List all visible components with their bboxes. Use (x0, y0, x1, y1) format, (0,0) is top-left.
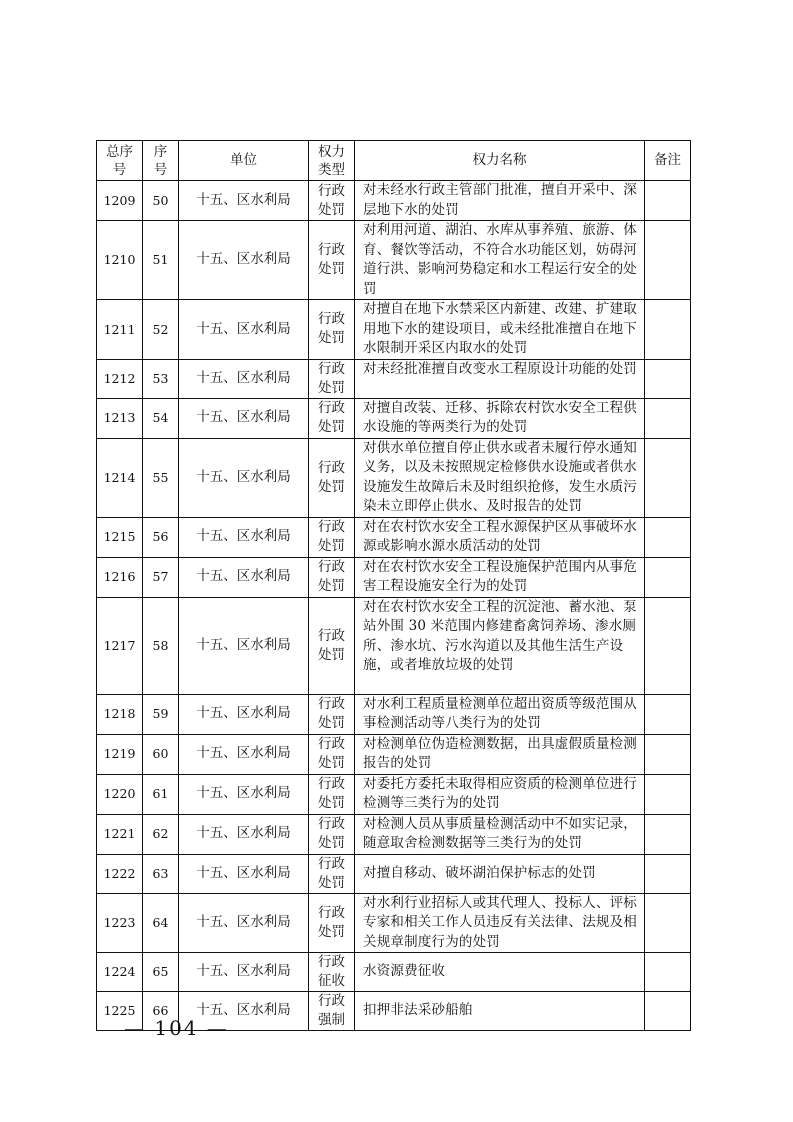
header-mingcheng-label: 权力名称 (472, 151, 527, 168)
row-power-type (309, 814, 355, 854)
header-beizhu-label: 备注 (654, 151, 681, 168)
row-power-type-line1: 行政 (318, 360, 345, 377)
header-xuhao (143, 141, 179, 181)
row-unit: 十五、区水利局 (179, 814, 309, 854)
row-power-name: 对利用河道、湖泊、水库从事养殖、旅游、体育、餐饮等活动，不符合水功能区划，妨碍河道行洪、影响河势稳定和水工程运行安全的处罚 (355, 221, 645, 300)
row-power-type-line2: 处罚 (318, 578, 345, 594)
table-row (97, 694, 691, 734)
table-row (97, 517, 691, 557)
row-note (645, 300, 691, 360)
row-power-type-line2: 处罚 (318, 874, 345, 891)
row-total-index: 1211 (97, 300, 143, 360)
header-leixing (309, 141, 355, 181)
row-power-type-line1: 行政 (318, 519, 345, 535)
row-power-type-line2: 处罚 (318, 261, 345, 277)
row-note (645, 597, 691, 694)
table-row (97, 398, 691, 438)
table-row (97, 597, 691, 694)
row-note (645, 953, 691, 992)
row-note (645, 774, 691, 814)
row-power-type (309, 557, 355, 597)
row-note (645, 398, 691, 438)
row-unit: 十五、区水利局 (179, 398, 309, 438)
row-power-type (309, 953, 355, 992)
row-power-type-line2: 处罚 (318, 923, 345, 940)
row-power-type (309, 221, 355, 300)
row-note (645, 438, 691, 517)
row-total-index: 1209 (97, 181, 143, 221)
row-unit: 十五、区水利局 (179, 893, 309, 953)
row-index: 62 (143, 814, 179, 854)
row-power-name: 对水利工程质量检测单位超出资质等级范围从事检测活动等八类行为的处罚 (355, 694, 645, 734)
row-power-name: 扣押非法采砂船舶 (355, 992, 645, 1031)
row-unit: 十五、区水利局 (179, 734, 309, 774)
row-power-type-line1: 行政 (318, 954, 345, 970)
row-total-index: 1222 (97, 854, 143, 893)
row-index: 61 (143, 774, 179, 814)
row-unit: 十五、区水利局 (179, 557, 309, 597)
row-total-index: 1217 (97, 597, 143, 694)
row-note (645, 734, 691, 774)
row-power-type-line1: 行政 (318, 993, 345, 1009)
row-power-type-line2: 处罚 (318, 201, 345, 218)
row-power-type-line1: 行政 (318, 855, 345, 872)
row-power-type-line2: 处罚 (318, 715, 345, 731)
row-index: 64 (143, 893, 179, 953)
row-power-type-line1: 行政 (318, 242, 345, 258)
row-power-type-line2: 处罚 (318, 646, 345, 663)
row-note (645, 814, 691, 854)
row-power-type-line2: 处罚 (318, 478, 345, 495)
row-index: 65 (143, 953, 179, 992)
row-power-type (309, 597, 355, 694)
row-power-type-line2: 处罚 (318, 419, 345, 435)
row-note (645, 517, 691, 557)
row-unit: 十五、区水利局 (179, 181, 309, 221)
header-mingcheng (355, 141, 645, 181)
row-power-type-line1: 行政 (318, 696, 345, 712)
row-note (645, 557, 691, 597)
row-power-type-line1: 行政 (318, 311, 345, 328)
row-power-type (309, 438, 355, 517)
row-power-type-line1: 行政 (318, 459, 345, 476)
table-body (97, 181, 691, 1031)
row-total-index: 1219 (97, 734, 143, 774)
row-unit: 十五、区水利局 (179, 597, 309, 694)
row-power-name: 对擅自移动、破坏湖泊保护标志的处罚 (355, 854, 645, 893)
row-unit: 十五、区水利局 (179, 992, 309, 1031)
header-xuhao-label: 序号 (153, 143, 168, 178)
row-total-index: 1223 (97, 893, 143, 953)
row-power-type-line1: 行政 (318, 400, 345, 416)
row-power-type-line2: 处罚 (318, 835, 345, 851)
header-leixing-label: 权力类型 (318, 143, 345, 178)
header-danwei-label: 单位 (230, 151, 257, 168)
row-unit: 十五、区水利局 (179, 221, 309, 300)
row-total-index: 1220 (97, 774, 143, 814)
row-power-type-line2: 处罚 (318, 379, 345, 396)
header-zongxuhao-label: 总序号 (106, 143, 133, 178)
row-power-type (309, 774, 355, 814)
row-note (645, 992, 691, 1031)
table-row (97, 953, 691, 992)
row-total-index: 1213 (97, 398, 143, 438)
row-total-index: 1214 (97, 438, 143, 517)
row-index: 54 (143, 398, 179, 438)
row-unit: 十五、区水利局 (179, 694, 309, 734)
row-power-type-line1: 行政 (318, 776, 345, 792)
power-list-table (96, 140, 691, 1031)
row-unit: 十五、区水利局 (179, 774, 309, 814)
row-total-index: 1221 (97, 814, 143, 854)
row-power-name: 对检测人员从事质量检测活动中不如实记录，随意取舍检测数据等三类行为的处罚 (355, 814, 645, 854)
row-index: 63 (143, 854, 179, 893)
row-power-type-line2: 处罚 (318, 755, 345, 771)
row-power-name: 对委托方委托未取得相应资质的检测单位进行检测等三类行为的处罚 (355, 774, 645, 814)
row-power-name: 对供水单位擅自停止供水或者未履行停水通知义务，以及未按照规定检修供水设施或者供水设施发生故障后未及时组织抢修，发生水质污染未立即停止供水、及时报告的处罚 (355, 438, 645, 517)
table-row (97, 438, 691, 517)
row-power-type-line2: 处罚 (318, 330, 345, 347)
row-index: 52 (143, 300, 179, 360)
row-power-type-line1: 行政 (318, 816, 345, 832)
row-total-index: 1216 (97, 557, 143, 597)
row-power-type (309, 734, 355, 774)
row-power-type (309, 181, 355, 221)
row-power-name: 对在农村饮水安全工程设施保护范围内从事危害工程设施安全行为的处罚 (355, 557, 645, 597)
row-power-type (309, 854, 355, 893)
row-unit: 十五、区水利局 (179, 854, 309, 893)
row-power-type-line1: 行政 (318, 904, 345, 921)
row-power-type (309, 694, 355, 734)
table-row (97, 557, 691, 597)
row-power-type-line2: 强制 (318, 1012, 345, 1028)
row-unit: 十五、区水利局 (179, 517, 309, 557)
table-row (97, 359, 691, 398)
row-index: 66 (143, 992, 179, 1031)
table-row (97, 893, 691, 953)
row-power-type-line1: 行政 (318, 627, 345, 644)
row-note (645, 854, 691, 893)
row-power-type-line1: 行政 (318, 736, 345, 752)
table-row (97, 300, 691, 360)
row-power-type (309, 398, 355, 438)
row-total-index: 1210 (97, 221, 143, 300)
row-index: 60 (143, 734, 179, 774)
table-row (97, 734, 691, 774)
row-power-name: 对水利行业招标人或其代理人、投标人、评标专家和相关工作人员违反有关法律、法规及相关规章制度行为的处罚 (355, 893, 645, 953)
row-power-name: 对在农村饮水安全工程的沉淀池、蓄水池、泵站外围 30 米范围内修建畜禽饲养场、渗水厕所、渗水坑、污水沟道以及其他生活生产设施，或者堆放垃圾的处罚 (355, 597, 645, 694)
row-index: 59 (143, 694, 179, 734)
table-row (97, 814, 691, 854)
row-power-type-line2: 处罚 (318, 538, 345, 554)
row-unit: 十五、区水利局 (179, 438, 309, 517)
table-row (97, 221, 691, 300)
row-power-type (309, 893, 355, 953)
row-power-name: 对未经批准擅自改变水工程原设计功能的处罚 (355, 359, 645, 398)
table-header-row (97, 141, 691, 181)
row-power-type-line2: 征收 (318, 973, 345, 989)
power-list-table-container (96, 140, 690, 1031)
row-power-name: 对在农村饮水安全工程水源保护区从事破坏水源或影响水源水质活动的处罚 (355, 517, 645, 557)
row-power-type (309, 992, 355, 1031)
table-row (97, 854, 691, 893)
header-beizhu (645, 141, 691, 181)
table-row (97, 181, 691, 221)
row-power-type (309, 517, 355, 557)
row-index: 53 (143, 359, 179, 398)
page-number: — 104 — (124, 1016, 229, 1040)
row-total-index: 1224 (97, 953, 143, 992)
row-power-type-line1: 行政 (318, 559, 345, 575)
row-index: 55 (143, 438, 179, 517)
row-index: 57 (143, 557, 179, 597)
row-power-name: 对未经水行政主管部门批准，擅自开采中、深层地下水的处罚 (355, 181, 645, 221)
row-note (645, 893, 691, 953)
header-zongxuhao (97, 141, 143, 181)
row-power-name: 对擅自在地下水禁采区内新建、改建、扩建取用地下水的建设项目，或未经批准擅自在地下水限制开采区内取水的处罚 (355, 300, 645, 360)
row-unit: 十五、区水利局 (179, 953, 309, 992)
table-row (97, 774, 691, 814)
row-unit: 十五、区水利局 (179, 359, 309, 398)
row-total-index: 1218 (97, 694, 143, 734)
row-power-type-line1: 行政 (318, 182, 345, 199)
row-index: 58 (143, 597, 179, 694)
row-index: 56 (143, 517, 179, 557)
row-power-type (309, 300, 355, 360)
row-power-type (309, 359, 355, 398)
row-unit: 十五、区水利局 (179, 300, 309, 360)
row-total-index: 1215 (97, 517, 143, 557)
row-power-type-line2: 处罚 (318, 795, 345, 811)
row-note (645, 221, 691, 300)
row-index: 50 (143, 181, 179, 221)
row-note (645, 181, 691, 221)
row-power-name: 水资源费征收 (355, 953, 645, 992)
row-index: 51 (143, 221, 179, 300)
row-note (645, 694, 691, 734)
row-note (645, 359, 691, 398)
row-power-name: 对检测单位伪造检测数据，出具虚假质量检测报告的处罚 (355, 734, 645, 774)
row-total-index: 1212 (97, 359, 143, 398)
row-power-name: 对擅自改装、迁移、拆除农村饮水安全工程供水设施的等两类行为的处罚 (355, 398, 645, 438)
row-total-index: 1225 (97, 992, 143, 1031)
header-danwei (179, 141, 309, 181)
